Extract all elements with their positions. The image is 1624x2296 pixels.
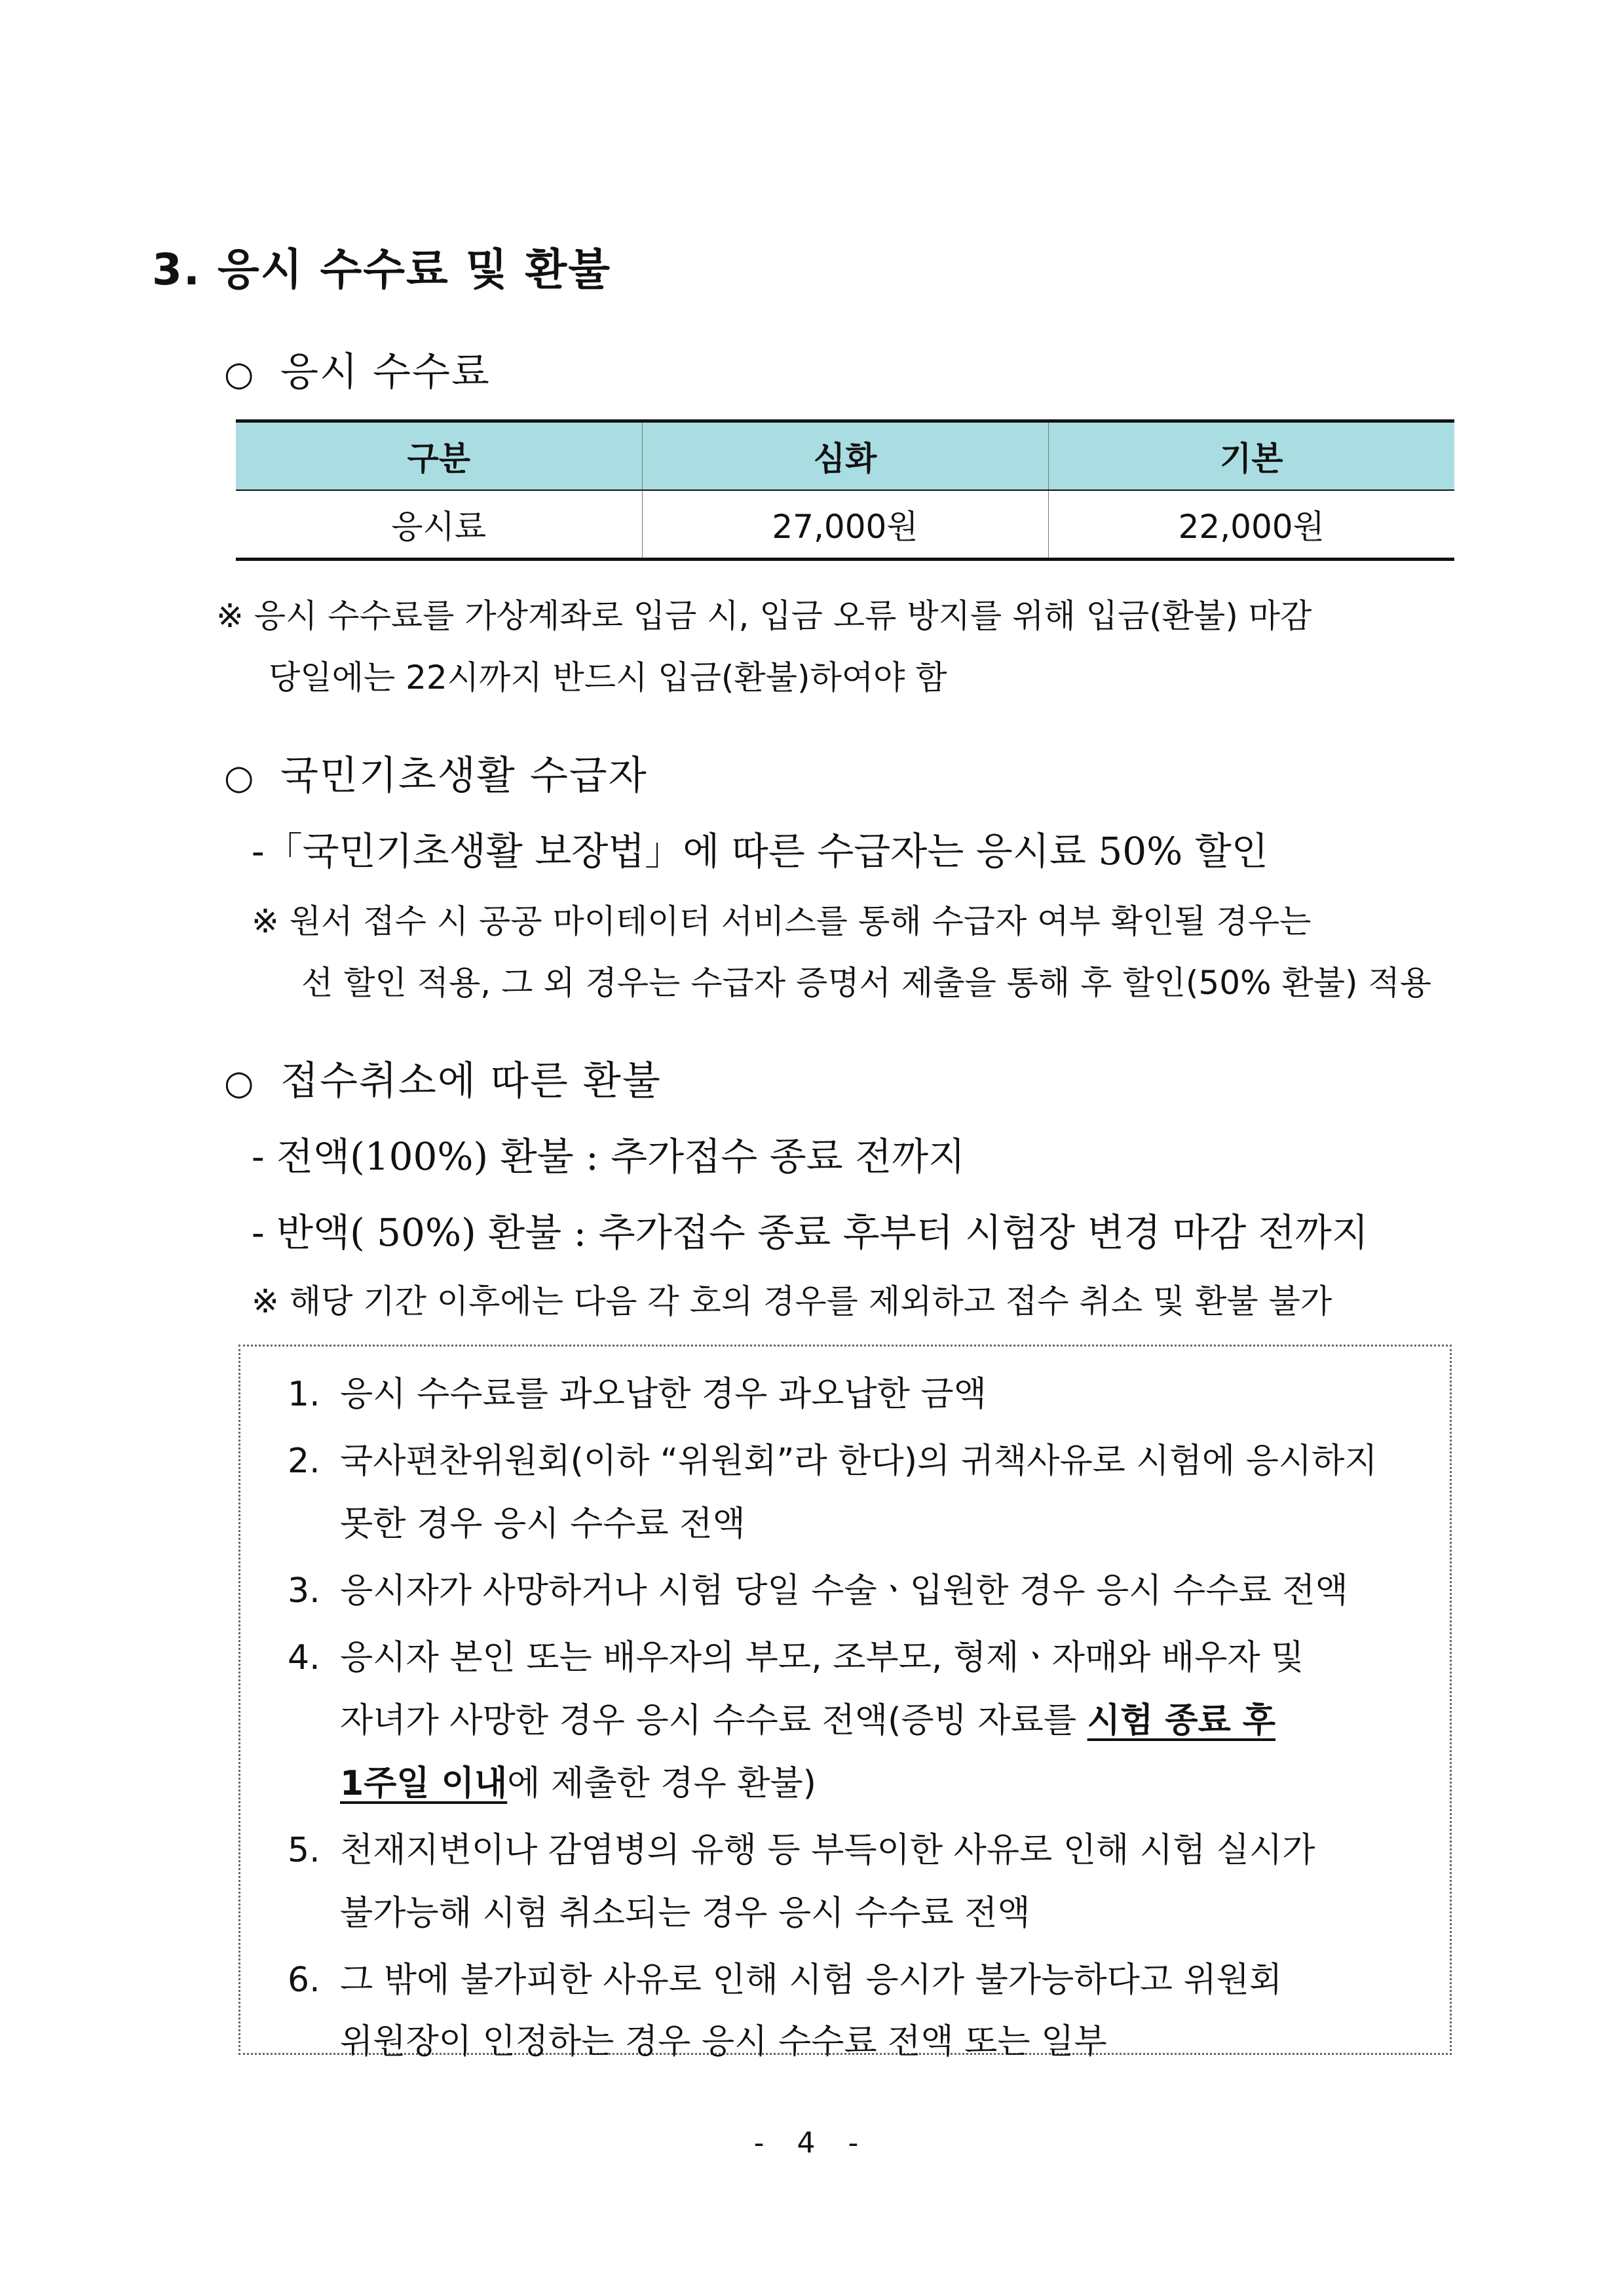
welfare-note-line1: ※ 원서 접수 시 공공 마이테이터 서비스를 통해 수급자 여부 확인될 경우는 — [252, 902, 1312, 940]
list-item: 3. 응시자가 사망하거나 시험 당일 수술ㆍ입원한 경우 응시 수수료 전액 — [288, 1571, 1348, 1611]
refund-half-line: - 반액( 50%) 환불 : 추가접수 종료 후부터 시험장 변경 마감 전까지 — [252, 1210, 1369, 1255]
refund-heading-row — [224, 1050, 662, 1106]
list-item-continuation: 못한 경우 응시 수수료 전액 — [340, 1504, 746, 1544]
list-item-continuation: 위원장이 인정하는 경우 응시 수수료 전액 또는 일부 — [340, 2022, 1107, 2061]
refund-exceptions-box — [238, 1345, 1452, 2061]
fee-table — [236, 419, 1454, 561]
welfare-heading: 국민기초생활 수급자 — [280, 753, 648, 799]
section-title: 3. 응시 수수료 및 환불 — [152, 244, 611, 295]
fee-heading-row — [224, 341, 491, 397]
page-number: - 4 - — [753, 2126, 871, 2160]
circle-bullet-icon: ○ — [224, 758, 255, 797]
emphasis-deadline: 시험 종료 후 — [1087, 1701, 1276, 1740]
fee-table-cell: 27,000원 — [642, 490, 1048, 560]
refund-heading: 접수취소에 따른 환불 — [280, 1058, 662, 1104]
fee-heading: 응시 수수료 — [280, 349, 491, 395]
list-item: 2. 국사편찬위원회(이하 “위원회”라 한다)의 귀책사유로 시험에 응시하지 — [288, 1442, 1378, 1481]
fee-table-header: 심화 — [642, 421, 1048, 491]
fee-table-header: 구분 — [236, 421, 642, 491]
fee-note-line1: ※ 응시 수수료를 가상계좌로 입금 시, 입금 오류 방지를 위해 입금(환불) 마감 — [216, 597, 1312, 635]
circle-bullet-icon: ○ — [224, 1063, 255, 1103]
list-item-continuation: 자녀가 사망한 경우 응시 수수료 전액(증빙 자료를 시험 종료 후 — [340, 1701, 1276, 1740]
refund-full-line: - 전액(100%) 환불 : 추가접수 종료 전까지 — [252, 1134, 966, 1179]
refund-note: ※ 해당 기간 이후에는 다음 각 호의 경우를 제외하고 접수 취소 및 환불 불가 — [252, 1282, 1332, 1320]
fee-table-row — [236, 490, 1454, 560]
emphasis-deadline: 1주일 이내 — [340, 1764, 508, 1803]
list-item: 5. 천재지변이나 감염병의 유행 등 부득이한 사유로 인해 시험 실시가 — [288, 1831, 1315, 1870]
list-item-continuation: 1주일 이내에 제출한 경우 환불) — [340, 1764, 816, 1803]
welfare-note-line2: 선 할인 적용, 그 외 경우는 수급자 증명서 제출을 통해 후 할인(50% 환불) 적용 — [301, 964, 1432, 1002]
list-item: 1. 응시 수수료를 과오납한 경우 과오납한 금액 — [288, 1375, 987, 1414]
welfare-heading-row — [224, 744, 648, 801]
fee-note-line2: 당일에는 22시까지 반드시 입금(환불)하여야 함 — [269, 659, 947, 697]
welfare-discount-line: -「국민기초생활 보장법」에 따른 수급자는 응시료 50% 할인 — [252, 829, 1268, 873]
list-item: 4. 응시자 본인 또는 배우자의 부모, 조부모, 형제ㆍ자매와 배우자 및 — [288, 1638, 1304, 1677]
circle-bullet-icon: ○ — [224, 354, 255, 394]
list-item: 6. 그 밖에 불가피한 사유로 인해 시험 응시가 불가능하다고 위원회 — [288, 1961, 1283, 2000]
fee-table-cell: 22,000원 — [1048, 490, 1454, 560]
fee-table-header: 기본 — [1048, 421, 1454, 491]
fee-table-header-row — [236, 421, 1454, 491]
list-item-continuation: 불가능해 시험 취소되는 경우 응시 수수료 전액 — [340, 1894, 1030, 1933]
fee-table-cell: 응시료 — [236, 490, 642, 560]
